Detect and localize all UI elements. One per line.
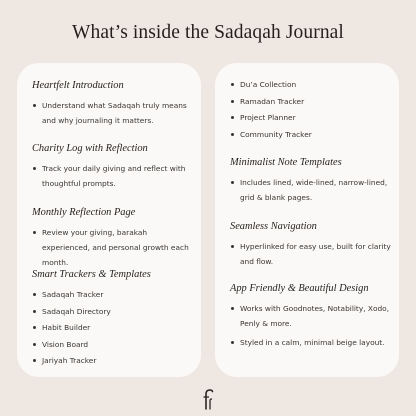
- feature-list: [215, 301, 399, 350]
- section-heading: Smart Trackers & Templates: [32, 269, 151, 280]
- feature-list: [215, 239, 399, 269]
- right-feature-card: [215, 63, 399, 377]
- section-smart-trackers: [17, 269, 201, 370]
- section-more-trackers: [215, 77, 399, 143]
- list-item: Project Planner: [215, 110, 399, 125]
- list-item: Includes lined, wide-lined, narrow-lined, grid & blank pages.: [215, 175, 399, 205]
- section-note-templates: [215, 157, 399, 206]
- left-feature-card: [17, 63, 201, 377]
- feature-list: [215, 175, 399, 205]
- section-heading: App Friendly & Beautiful Design: [230, 283, 369, 294]
- feature-list: [17, 225, 201, 270]
- list-item: Jariyah Tracker: [17, 353, 201, 368]
- list-item: Vision Board: [17, 337, 201, 352]
- feature-list: [17, 287, 201, 368]
- list-item: Du’a Collection: [215, 77, 399, 92]
- list-item: Ramadan Tracker: [215, 94, 399, 109]
- feature-list: [17, 161, 201, 191]
- feature-list: [215, 77, 399, 142]
- brand-monogram-icon: [198, 388, 218, 410]
- section-heading: Minimalist Note Templates: [230, 157, 342, 168]
- section-heading: Charity Log with Reflection: [32, 143, 148, 154]
- section-monthly-reflection: [17, 207, 201, 271]
- section-charity-log: [17, 143, 201, 192]
- page-title: What’s inside the Sadaqah Journal: [72, 22, 344, 43]
- feature-list: [17, 98, 201, 128]
- section-seamless-navigation: [215, 221, 399, 270]
- list-item: Hyperlinked for easy use, built for clarity and flow.: [215, 239, 399, 269]
- list-item: Styled in a calm, minimal beige layout.: [215, 335, 399, 350]
- list-item: Understand what Sadaqah truly means and why journaling it matters.: [17, 98, 201, 128]
- list-item: Review your giving, barakah experienced, and personal growth each month.: [17, 225, 201, 270]
- list-item: Sadaqah Directory: [17, 304, 201, 319]
- list-item: Community Tracker: [215, 127, 399, 142]
- list-item: Works with Goodnotes, Notability, Xodo, Penly & more.: [215, 301, 399, 331]
- section-heartfelt-introduction: [17, 80, 201, 129]
- list-item: Track your daily giving and reflect with thoughtful prompts.: [17, 161, 201, 191]
- section-heading: Monthly Reflection Page: [32, 207, 136, 218]
- section-heading: Heartfelt Introduction: [32, 80, 124, 91]
- list-item: Habit Builder: [17, 320, 201, 335]
- section-app-friendly: [215, 283, 399, 351]
- section-heading: Seamless Navigation: [230, 221, 317, 232]
- list-item: Sadaqah Tracker: [17, 287, 201, 302]
